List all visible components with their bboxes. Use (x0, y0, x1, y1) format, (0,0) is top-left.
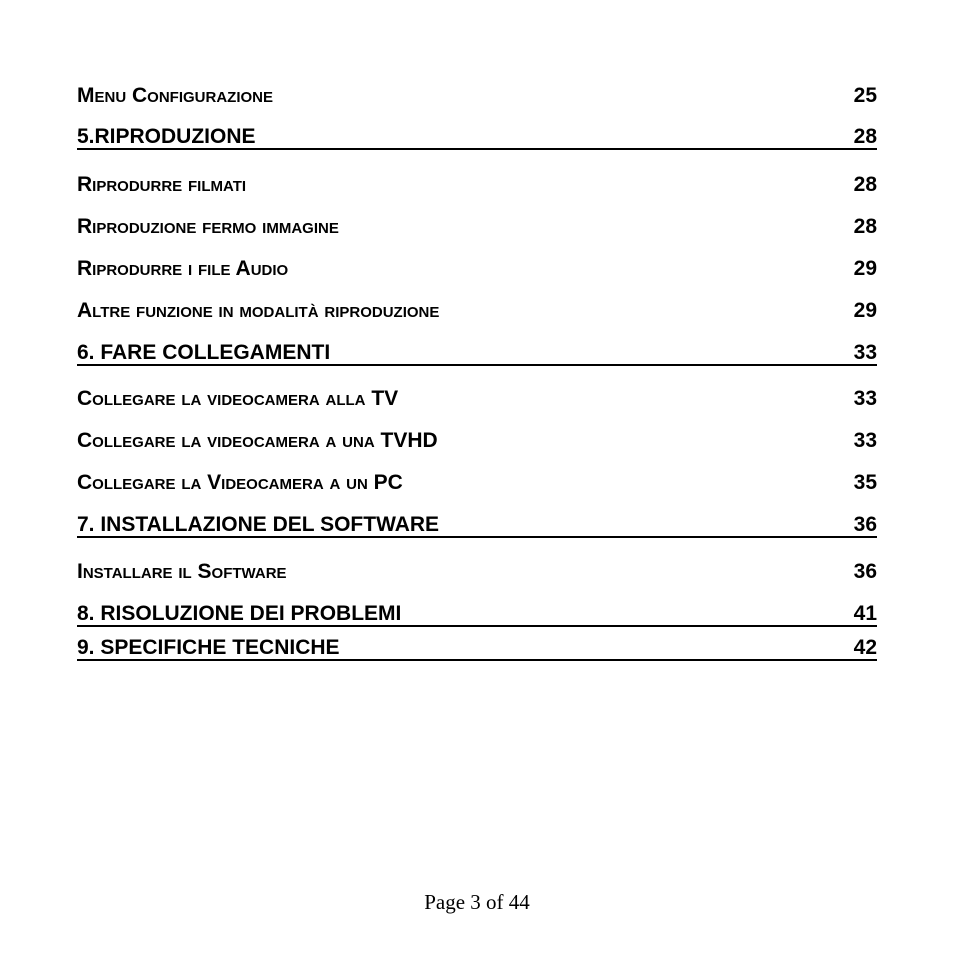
toc-entry[interactable] (77, 561, 877, 582)
toc-entry-title: 5.RIPRODUZIONE (77, 125, 256, 148)
toc-entry-title: 6. FARE COLLEGAMENTI (77, 341, 331, 364)
toc-entry[interactable] (77, 216, 877, 237)
toc-entry-title: Menu Configurazione (77, 84, 273, 107)
toc-entry-page: 36 (853, 513, 877, 536)
toc-entry-title: 7. INSTALLAZIONE DEL SOFTWARE (77, 513, 440, 536)
toc-entry[interactable] (77, 85, 877, 106)
toc-entry[interactable] (77, 174, 877, 195)
toc-entry-page: 29 (853, 299, 877, 322)
toc-entry-page: 41 (853, 602, 877, 625)
page-footer: Page 3 of 44 (424, 890, 530, 914)
toc-entry-title: Collegare la Videocamera a un PC (77, 471, 403, 494)
toc-entry[interactable] (77, 388, 877, 409)
toc-entry-title: Riprodurre i file Audio (77, 257, 289, 280)
toc-entry[interactable] (77, 637, 877, 661)
toc-entry-page: 29 (853, 257, 877, 280)
toc-entry[interactable] (77, 258, 877, 279)
toc-entry-title: Collegare la videocamera alla TV (77, 387, 399, 410)
toc-entry[interactable] (77, 603, 877, 627)
toc-entry-title: Riproduzione fermo immagine (77, 215, 339, 238)
toc-entry[interactable] (77, 300, 877, 321)
toc-entry-page: 33 (853, 429, 877, 452)
toc-entry-title: Collegare la videocamera a una TVHD (77, 429, 438, 452)
toc-entry-title: 9. SPECIFICHE TECNICHE (77, 636, 340, 659)
toc-entry[interactable] (77, 472, 877, 493)
toc-entry-title: 8. RISOLUZIONE DEI PROBLEMI (77, 602, 402, 625)
toc-entry[interactable] (77, 514, 877, 538)
toc-entry-page: 35 (853, 471, 877, 494)
toc-entry[interactable] (77, 430, 877, 451)
toc-entry[interactable] (77, 342, 877, 366)
toc-entry-page: 33 (853, 341, 877, 364)
toc-entry[interactable] (77, 126, 877, 150)
toc-entry-page: 28 (853, 125, 877, 148)
toc-entry-page: 28 (853, 215, 877, 238)
toc-entry-page: 42 (853, 636, 877, 659)
toc-entry-title: Altre funzione in modalità riproduzione (77, 299, 440, 322)
toc-entry-page: 33 (853, 387, 877, 410)
toc-entry-title: Riprodurre filmati (77, 173, 247, 196)
toc-entry-page: 28 (853, 173, 877, 196)
toc-entry-title: Installare il Software (77, 560, 287, 583)
toc-entry-page: 36 (853, 560, 877, 583)
toc-entry-page: 25 (853, 84, 877, 107)
